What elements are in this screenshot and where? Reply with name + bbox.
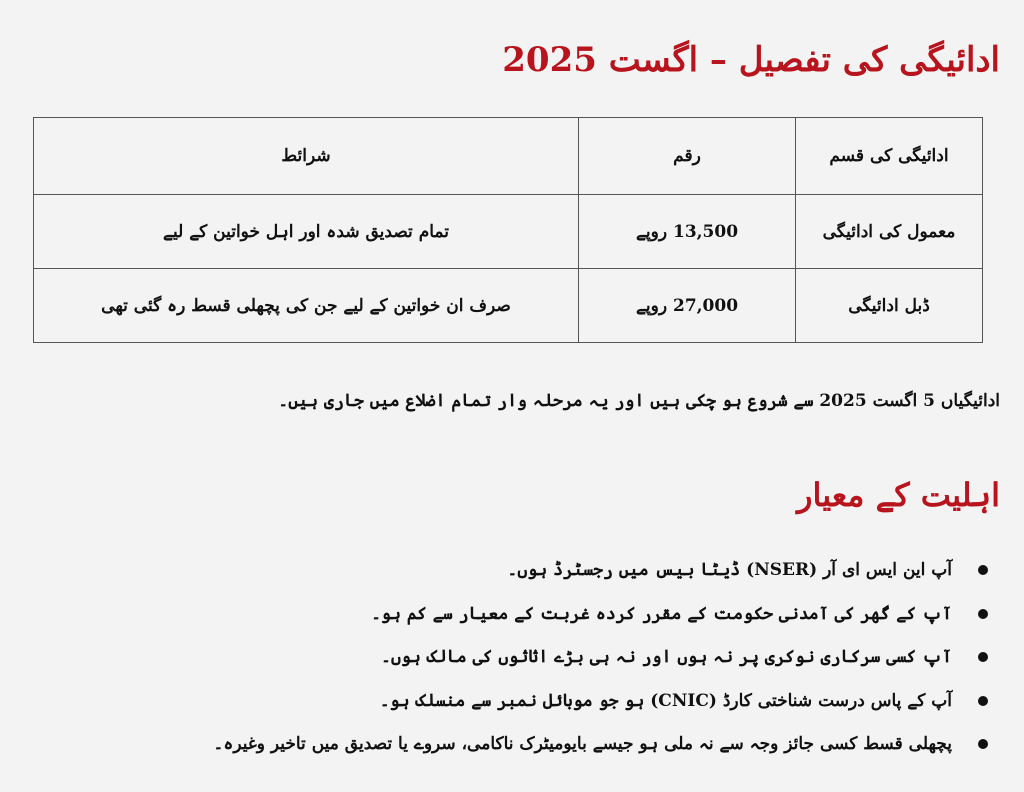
bullet-icon xyxy=(978,609,988,619)
list-item-text: آپ کسی سرکاری نوکری پر نہ ہوں اور نہ ہی بڑے اثاثوں کی مالک ہوں۔ xyxy=(381,647,952,667)
amount-value: 13,500 xyxy=(672,222,739,242)
table-row-double xyxy=(34,269,983,343)
list-item-text: پچھلی قسط کسی جائز وجہ سے نہ ملی ہو جیسے بایومیٹرک ناکامی، سروے یا تصدیق میں تاخیر وغیرہ۔ xyxy=(213,734,952,754)
list-item xyxy=(213,681,988,725)
page-title: ادائیگی کی تفصیل – اگست 2025 xyxy=(502,40,1000,80)
eligibility-list xyxy=(213,550,988,768)
eligibility-title: اہلیت کے معیار xyxy=(796,476,1000,514)
table-header-row xyxy=(34,118,983,195)
payment-table xyxy=(33,117,983,343)
header-payment-type: ادائیگی کی قسم xyxy=(796,118,983,195)
cell-amount xyxy=(579,269,796,343)
payment-start-note: ادائیگیاں 5 اگست 2025 سے شروع ہو چکی ہیں اور یہ مرحلہ وار تمام اضلاع میں جاری ہیں۔ xyxy=(278,391,1000,411)
list-item-text: آپ این ایس ای آر (NSER) ڈیٹا بیس میں رجسٹرڈ ہوں۔ xyxy=(507,560,952,580)
amount-unit: روپے xyxy=(635,296,668,316)
cell-payment-type: معمول کی ادائیگی xyxy=(796,195,983,269)
cell-amount xyxy=(579,195,796,269)
bullet-icon xyxy=(978,696,988,706)
bullet-icon xyxy=(978,565,988,575)
header-amount: رقم xyxy=(579,118,796,195)
list-item xyxy=(213,724,988,768)
cell-conditions: تمام تصدیق شدہ اور اہل خواتین کے لیے xyxy=(34,195,579,269)
cell-conditions: صرف ان خواتین کے لیے جن کی پچھلی قسط رہ گئی تھی xyxy=(34,269,579,343)
cell-payment-type: ڈبل ادائیگی xyxy=(796,269,983,343)
table-row-regular xyxy=(34,195,983,269)
amount-unit: روپے xyxy=(635,222,668,242)
bullet-icon xyxy=(978,739,988,749)
list-item-text: آپ کے گھر کی آمدنی حکومت کے مقرر کردہ غربت کے معیار سے کم ہو۔ xyxy=(371,603,952,624)
bullet-icon xyxy=(978,652,988,662)
header-conditions: شرائط xyxy=(34,118,579,195)
list-item xyxy=(213,594,988,638)
list-item xyxy=(213,637,988,681)
list-item-text: آپ کے پاس درست شناختی کارڈ (CNIC) ہو جو موبائل نمبر سے منسلک ہو۔ xyxy=(379,690,952,711)
amount-value: 27,000 xyxy=(672,296,739,316)
list-item xyxy=(213,550,988,594)
